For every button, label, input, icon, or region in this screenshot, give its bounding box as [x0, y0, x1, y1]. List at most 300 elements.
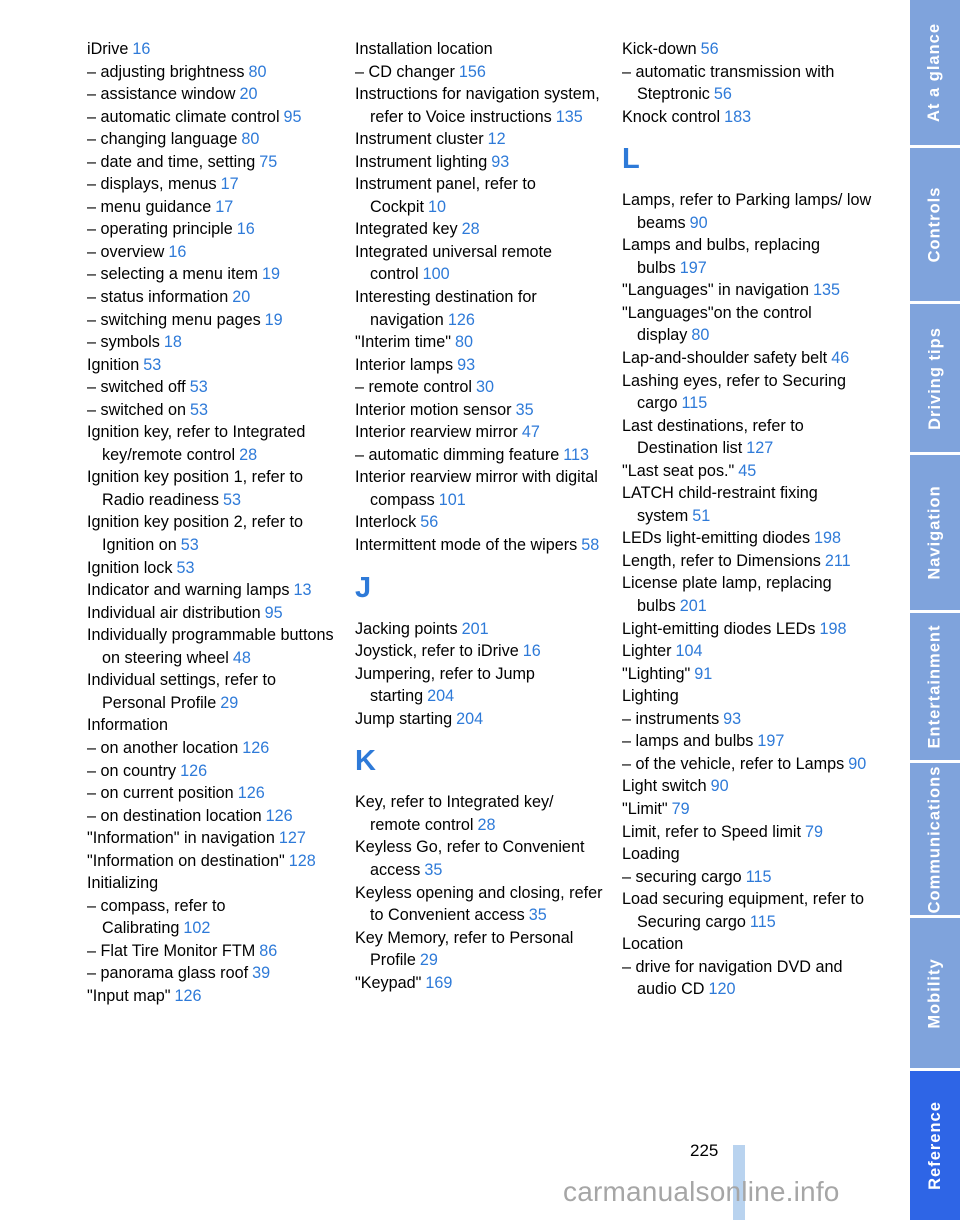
index-entry-text: – lamps and bulbs: [622, 732, 754, 751]
index-entry-text: – assistance window: [87, 85, 236, 104]
index-entry-text: – compass, refer to Calibrating: [87, 896, 226, 938]
index-entry-text: Interesting destination for navigation: [355, 288, 537, 329]
index-page-link[interactable]: 35: [528, 906, 547, 925]
index-entry: [622, 708, 872, 731]
index-letter-heading: L: [622, 143, 640, 176]
index-entry-text: Ignition: [87, 355, 140, 374]
index-entry: [87, 760, 337, 783]
index-entry: [622, 866, 872, 889]
index-entry: [622, 527, 872, 550]
index-page-link[interactable]: 17: [220, 175, 239, 194]
index-page-link[interactable]: 126: [242, 738, 270, 757]
index-entry-text: Keyless Go, refer to Convenient access: [355, 838, 585, 879]
index-entry: [87, 241, 337, 264]
index-page-link[interactable]: 56: [713, 85, 732, 104]
index-entry: [622, 415, 872, 460]
index-entry: [87, 421, 337, 466]
index-page-link[interactable]: 30: [475, 378, 494, 397]
index-entry: [355, 218, 605, 241]
index-entry: [87, 309, 337, 332]
index-entry: [87, 331, 337, 354]
index-entry-text: – on destination location: [87, 806, 262, 825]
index-page-link[interactable]: 79: [805, 822, 824, 841]
index-entry-text: Instrument lighting: [355, 152, 488, 171]
sidebar-tab-entertainment[interactable]: [910, 613, 960, 760]
index-entry-text: Interior rearview mirror: [355, 423, 518, 442]
index-page-link[interactable]: 35: [515, 400, 534, 419]
index-entry: [87, 263, 337, 286]
sidebar-tab-communications[interactable]: [910, 763, 960, 915]
index-entry-text: Ignition key position 1, refer to Radio readiness: [87, 468, 303, 509]
index-entry-text: Lamps and bulbs, replacing bulbs: [622, 236, 820, 277]
index-page-link[interactable]: 104: [675, 642, 703, 661]
index-page-link[interactable]: 20: [232, 288, 251, 307]
index-page-link[interactable]: 90: [710, 777, 729, 796]
index-entry-text: Integrated universal remote control: [355, 242, 553, 284]
index-entry-text: Jump starting: [355, 709, 453, 728]
index-column-1: [87, 38, 337, 1008]
index-page-link[interactable]: 90: [689, 213, 708, 232]
index-page-link[interactable]: 79: [671, 799, 690, 818]
index-entry-text: Information: [87, 716, 168, 735]
index-entry-text: Ignition lock: [87, 558, 173, 577]
index-entry: [622, 61, 872, 106]
index-entry: [87, 354, 337, 377]
index-entry: [87, 669, 337, 714]
index-entry: [355, 444, 605, 467]
index-page-link[interactable]: 51: [692, 506, 711, 525]
chapter-sidebar: [910, 0, 960, 1220]
index-entry-text: Individual settings, refer to Personal Profile: [87, 671, 276, 712]
index-entry-text: – symbols: [87, 333, 160, 352]
index-page-link[interactable]: 53: [180, 536, 199, 555]
index-entry-text: – of the vehicle, refer to Lamps: [622, 754, 845, 773]
index-page-link[interactable]: 120: [708, 980, 736, 999]
index-entry: [87, 128, 337, 151]
index-entry-text: Intermittent mode of the wipers: [355, 536, 578, 555]
index-entry: [622, 888, 872, 933]
index-entry-text: "Limit": [622, 799, 668, 818]
index-page-link[interactable]: 91: [694, 664, 713, 683]
index-page-link[interactable]: 126: [180, 761, 208, 780]
index-entry-text: "Languages" in navigation: [622, 281, 810, 300]
index-entry-text: Limit, refer to Speed limit: [622, 822, 802, 841]
index-page-link[interactable]: 115: [681, 394, 708, 413]
index-page-link[interactable]: 35: [424, 860, 443, 879]
index-page-link[interactable]: 80: [691, 326, 710, 345]
index-entry: [355, 791, 605, 836]
index-entry: [87, 737, 337, 760]
index-entry: [87, 714, 337, 737]
index-page-link[interactable]: 80: [248, 62, 267, 81]
index-page-link[interactable]: 28: [477, 815, 496, 834]
index-page-link[interactable]: 135: [813, 281, 841, 300]
sidebar-tab-label: Controls: [925, 186, 944, 263]
index-entry: [622, 775, 872, 798]
index-page-link[interactable]: 169: [425, 973, 453, 992]
sidebar-tab-label: Entertainment: [925, 624, 944, 749]
index-page-link[interactable]: 20: [239, 85, 258, 104]
index-entry: [355, 241, 605, 286]
index-page-link[interactable]: 53: [189, 400, 208, 419]
index-entry: [87, 286, 337, 309]
index-entry-text: Lamps, refer to Parking lamps/ low beams: [622, 191, 872, 232]
index-entry-text: Key, refer to Integrated key/ remote control: [355, 793, 554, 834]
index-page-link[interactable]: 204: [456, 709, 484, 728]
index-entry-text: Indicator and warning lamps: [87, 581, 290, 600]
index-page-link[interactable]: 39: [252, 964, 271, 983]
index-page-link[interactable]: 80: [241, 130, 260, 149]
index-letter-heading: J: [355, 571, 372, 604]
index-entry-text: Lap-and-shoulder safety belt: [622, 349, 828, 368]
index-page-link[interactable]: 53: [143, 355, 162, 374]
index-page-link[interactable]: 102: [183, 919, 211, 938]
index-page-link[interactable]: 93: [491, 152, 510, 171]
index-entry-text: – status information: [87, 288, 229, 307]
index-column-2: [355, 38, 605, 994]
index-entry: [87, 466, 337, 511]
index-entry-text: Individual air distribution: [87, 603, 261, 622]
index-page-link[interactable]: 93: [723, 709, 742, 728]
index-page-link[interactable]: 126: [447, 310, 475, 329]
index-entry: [355, 354, 605, 377]
index-entry: [355, 38, 605, 61]
index-entry-text: Key Memory, refer to Personal Profile: [355, 928, 574, 970]
sidebar-tab-navigation[interactable]: [910, 455, 960, 610]
index-entry-text: iDrive: [87, 40, 129, 58]
sidebar-tab-mobility[interactable]: [910, 918, 960, 1068]
sidebar-tab-label: Reference: [925, 1101, 944, 1190]
index-page-link[interactable]: 75: [259, 152, 278, 171]
index-entry: [622, 640, 872, 663]
index-page-link[interactable]: 18: [163, 333, 182, 352]
index-entry: [355, 151, 605, 174]
index-entry: [355, 128, 605, 151]
index-entry: [622, 106, 872, 129]
index-entry-text: Kick-down: [622, 40, 697, 58]
index-page-link[interactable]: 53: [222, 490, 241, 509]
index-entry: [622, 550, 872, 573]
index-entry-text: Lighting: [622, 687, 679, 706]
index-entry: [622, 189, 872, 234]
index-entry: [87, 376, 337, 399]
index-entry-text: – switching menu pages: [87, 310, 261, 329]
index-entry: [87, 940, 337, 963]
index-page-link[interactable]: 86: [259, 941, 278, 960]
index-entry-text: Jumpering, refer to Jump starting: [355, 664, 535, 706]
sidebar-tab-label: Navigation: [925, 485, 944, 580]
index-page-link[interactable]: 95: [264, 603, 283, 622]
index-entry-text: – automatic climate control: [87, 107, 280, 126]
sidebar-tab-at-a-glance[interactable]: [910, 0, 960, 145]
index-page-link[interactable]: 58: [581, 536, 600, 555]
index-entry-text: Interior motion sensor: [355, 400, 512, 419]
index-entry: [622, 234, 872, 279]
index-page-link[interactable]: 10: [427, 197, 446, 216]
index-entry-text: – drive for navigation DVD and audio CD: [622, 957, 843, 999]
index-page-link[interactable]: 19: [261, 265, 280, 284]
index-page-link[interactable]: 95: [283, 107, 302, 126]
index-entry: [87, 399, 337, 422]
index-entry-text: Integrated key: [355, 220, 458, 239]
index-entry: [355, 882, 605, 927]
index-page-link[interactable]: 46: [831, 349, 850, 368]
index-page-link[interactable]: 126: [237, 784, 265, 803]
index-entry-text: LATCH child-restraint fixing system: [622, 484, 818, 525]
index-letter-heading: K: [355, 745, 376, 778]
index-entry-text: Ignition key, refer to Integrated key/remote control: [87, 423, 306, 464]
sidebar-tab-label: Mobility: [925, 957, 944, 1029]
page-number: 225: [690, 1141, 719, 1160]
index-entry: [87, 511, 337, 556]
index-entry-text: – on current position: [87, 784, 234, 803]
index-entry: [622, 460, 872, 483]
index-page-link[interactable]: 113: [563, 445, 590, 464]
index-entry-text: – adjusting brightness: [87, 62, 245, 81]
index-entry: [622, 347, 872, 370]
index-entry: [622, 753, 872, 776]
index-entry: [87, 985, 337, 1008]
index-page-link[interactable]: 16: [132, 40, 151, 58]
index-entry-text: Joystick, refer to iDrive: [355, 642, 519, 661]
index-entry: [622, 798, 872, 821]
index-entry: [622, 370, 872, 415]
index-entry-text: – displays, menus: [87, 175, 217, 194]
index-page-link[interactable]: 28: [239, 445, 258, 464]
index-column-3: [622, 38, 872, 1001]
index-entry-text: "Keypad": [355, 973, 422, 992]
index-page-link[interactable]: 156: [458, 62, 486, 81]
sidebar-tab-label: Communications: [925, 765, 944, 913]
index-page-link[interactable]: 115: [745, 867, 772, 886]
index-entry-text: – overview: [87, 242, 165, 261]
sidebar-tab-label: Driving tips: [925, 326, 944, 430]
index-page-link[interactable]: 53: [176, 558, 195, 577]
index-entry-text: "Lighting": [622, 664, 691, 683]
index-entry: [87, 579, 337, 602]
index-entry: [87, 624, 337, 669]
index-entry-text: Interior rearview mirror with digital compass: [355, 468, 598, 509]
index-entry: [87, 218, 337, 241]
index-entry: [355, 331, 605, 354]
index-entry-text: Loading: [622, 845, 680, 864]
index-entry: [355, 663, 605, 708]
index-entry-text: Load securing equipment, refer to Securing cargo: [622, 890, 865, 931]
index-entry: [355, 466, 605, 511]
index-entry-text: Instructions for navigation system, refer to Voice instructions: [355, 85, 600, 126]
index-entry: [87, 151, 337, 174]
index-page-link[interactable]: 53: [189, 378, 208, 397]
index-page-link[interactable]: 17: [215, 197, 234, 216]
index-page-link[interactable]: 16: [236, 220, 255, 239]
index-entry-text: Instrument cluster: [355, 130, 484, 149]
index-entry: [622, 843, 872, 866]
index-entry: [622, 956, 872, 1001]
index-entry-text: – Flat Tire Monitor FTM: [87, 941, 256, 960]
index-page-link[interactable]: 204: [427, 687, 455, 706]
index-entry-text: Interlock: [355, 513, 417, 532]
index-page-link[interactable]: 127: [746, 439, 774, 458]
index-entry-text: Light-emitting diodes LEDs: [622, 619, 816, 638]
index-entry: [87, 782, 337, 805]
index-page-link[interactable]: 197: [679, 258, 707, 277]
index-entry: [87, 850, 337, 873]
index-entry-text: – on another location: [87, 738, 239, 757]
index-entry-text: – instruments: [622, 709, 720, 728]
index-entry-text: Interior lamps: [355, 355, 454, 374]
index-page-link[interactable]: 201: [679, 597, 707, 616]
index-entry: [622, 663, 872, 686]
sidebar-tab-reference[interactable]: [910, 1071, 960, 1220]
index-entry: [622, 821, 872, 844]
index-entry-text: LEDs light-emitting diodes: [622, 529, 811, 548]
index-entry-text: – automatic dimming feature: [355, 445, 560, 464]
index-entry: [355, 534, 605, 557]
index-entry: [87, 196, 337, 219]
index-entry: [87, 173, 337, 196]
index-entry: [87, 38, 337, 61]
index-entry: [355, 286, 605, 331]
index-page-link[interactable]: 100: [422, 265, 450, 284]
sidebar-tab-controls[interactable]: [910, 148, 960, 301]
index-page-link[interactable]: 198: [814, 529, 842, 548]
index-entry-text: License plate lamp, replacing bulbs: [622, 574, 832, 616]
index-page-link[interactable]: 197: [757, 732, 785, 751]
index-entry-text: "Last seat pos.": [622, 461, 735, 480]
index-entry-text: "Information" in navigation: [87, 829, 275, 848]
index-entry-text: Last destinations, refer to Destination list: [622, 416, 804, 458]
index-page-link[interactable]: 80: [455, 333, 474, 352]
index-entry-text: – panorama glass roof: [87, 964, 249, 983]
index-entry-text: – changing language: [87, 130, 238, 149]
index-entry-text: Location: [622, 935, 684, 954]
index-page-link[interactable]: 47: [521, 423, 540, 442]
index-entry: [355, 511, 605, 534]
index-entry: [355, 399, 605, 422]
index-entry-text: – securing cargo: [622, 867, 742, 886]
index-page-link[interactable]: 101: [438, 490, 466, 509]
index-entry: [355, 173, 605, 218]
index-entry: [355, 927, 605, 972]
index-page-link[interactable]: 126: [174, 986, 202, 1005]
index-entry-text: – menu guidance: [87, 197, 212, 216]
index-entry: [355, 61, 605, 84]
index-entry: [87, 602, 337, 625]
index-entry-text: Lashing eyes, refer to Securing cargo: [622, 371, 847, 413]
index-page-link[interactable]: 28: [461, 220, 480, 239]
index-entry: [622, 302, 872, 347]
index-entry: [87, 872, 337, 895]
index-entry-text: – on country: [87, 761, 177, 780]
index-page-link[interactable]: 126: [265, 806, 293, 825]
index-entry-text: Keyless opening and closing, refer to Convenient access: [355, 883, 603, 925]
index-entry-text: Light switch: [622, 777, 707, 796]
index-entry-text: – CD changer: [355, 62, 455, 81]
index-page-link[interactable]: 115: [749, 912, 776, 931]
index-page-link[interactable]: 127: [278, 829, 306, 848]
index-entry-text: – remote control: [355, 378, 472, 397]
index-entry: [622, 730, 872, 753]
index-entry: [355, 83, 605, 128]
index-entry-text: Initializing: [87, 874, 159, 893]
index-entry: [355, 836, 605, 881]
index-entry: [87, 83, 337, 106]
index-entry-text: – date and time, setting: [87, 152, 256, 171]
index-page-link[interactable]: 93: [457, 355, 476, 374]
index-entry: [355, 640, 605, 663]
index-page-link[interactable]: 211: [824, 551, 851, 570]
index-page-link[interactable]: 90: [848, 754, 867, 773]
sidebar-tab-driving-tips[interactable]: [910, 304, 960, 452]
index-entry: [355, 376, 605, 399]
index-entry: [622, 572, 872, 617]
index-entry: [87, 61, 337, 84]
index-entry-text: – switched on: [87, 400, 186, 419]
index-entry: [355, 618, 605, 641]
index-page-link[interactable]: 16: [168, 242, 187, 261]
index-entry-text: "Input map": [87, 986, 171, 1005]
index-entry-text: – operating principle: [87, 220, 233, 239]
index-page-link[interactable]: 29: [220, 693, 239, 712]
index-entry: [622, 685, 872, 708]
index-entry: [355, 421, 605, 444]
index-entry-text: Individually programmable buttons on steering wheel: [87, 626, 334, 667]
index-page-link[interactable]: 45: [738, 461, 757, 480]
index-entry-text: "Information on destination": [87, 851, 285, 870]
index-page-link[interactable]: 48: [232, 648, 251, 667]
index-page-link[interactable]: 19: [264, 310, 283, 329]
index-entry-text: Ignition key position 2, refer to Ignition on: [87, 513, 303, 555]
index-page-link[interactable]: 29: [419, 951, 438, 970]
index-page-link[interactable]: 183: [724, 107, 752, 126]
index-page-link[interactable]: 135: [555, 107, 583, 126]
index-page-link[interactable]: 201: [461, 619, 489, 638]
index-entry: [87, 895, 337, 940]
index-entry: [355, 972, 605, 995]
index-page-link[interactable]: 12: [487, 130, 506, 149]
index-entry-text: – automatic transmission with Steptronic: [622, 62, 835, 104]
index-entry: [87, 557, 337, 580]
index-entry: [87, 827, 337, 850]
index-entry-text: Knock control: [622, 107, 721, 126]
index-entry: [87, 962, 337, 985]
watermark: carmanualsonline.info: [563, 1176, 840, 1207]
index-entry: [355, 708, 605, 731]
index-page-link[interactable]: 198: [819, 619, 847, 638]
index-entry-text: "Languages"on the control display: [622, 303, 812, 345]
index-entry: [87, 805, 337, 828]
index-entry-text: Lighter: [622, 642, 672, 661]
index-entry-text: – selecting a menu item: [87, 265, 258, 284]
index-page-link[interactable]: 56: [700, 40, 719, 58]
index-page-link[interactable]: 128: [288, 851, 316, 870]
index-entry-text: "Interim time": [355, 333, 452, 352]
index-page-link[interactable]: 56: [420, 513, 439, 532]
index-entry: [622, 618, 872, 641]
sidebar-tab-label: At a glance: [925, 22, 944, 123]
index-entry-text: Length, refer to Dimensions: [622, 551, 821, 570]
index-entry-text: Jacking points: [355, 619, 458, 638]
index-entry-text: Instrument panel, refer to Cockpit: [355, 175, 536, 216]
index-entry: [622, 482, 872, 527]
index-entry-text: – switched off: [87, 378, 186, 397]
index-entry: [87, 106, 337, 129]
index-page-link[interactable]: 16: [522, 642, 541, 661]
index-entry-text: Installation location: [355, 40, 493, 58]
index-entry: [622, 279, 872, 302]
index-page-link[interactable]: 13: [293, 581, 312, 600]
index-entry: [622, 933, 872, 956]
